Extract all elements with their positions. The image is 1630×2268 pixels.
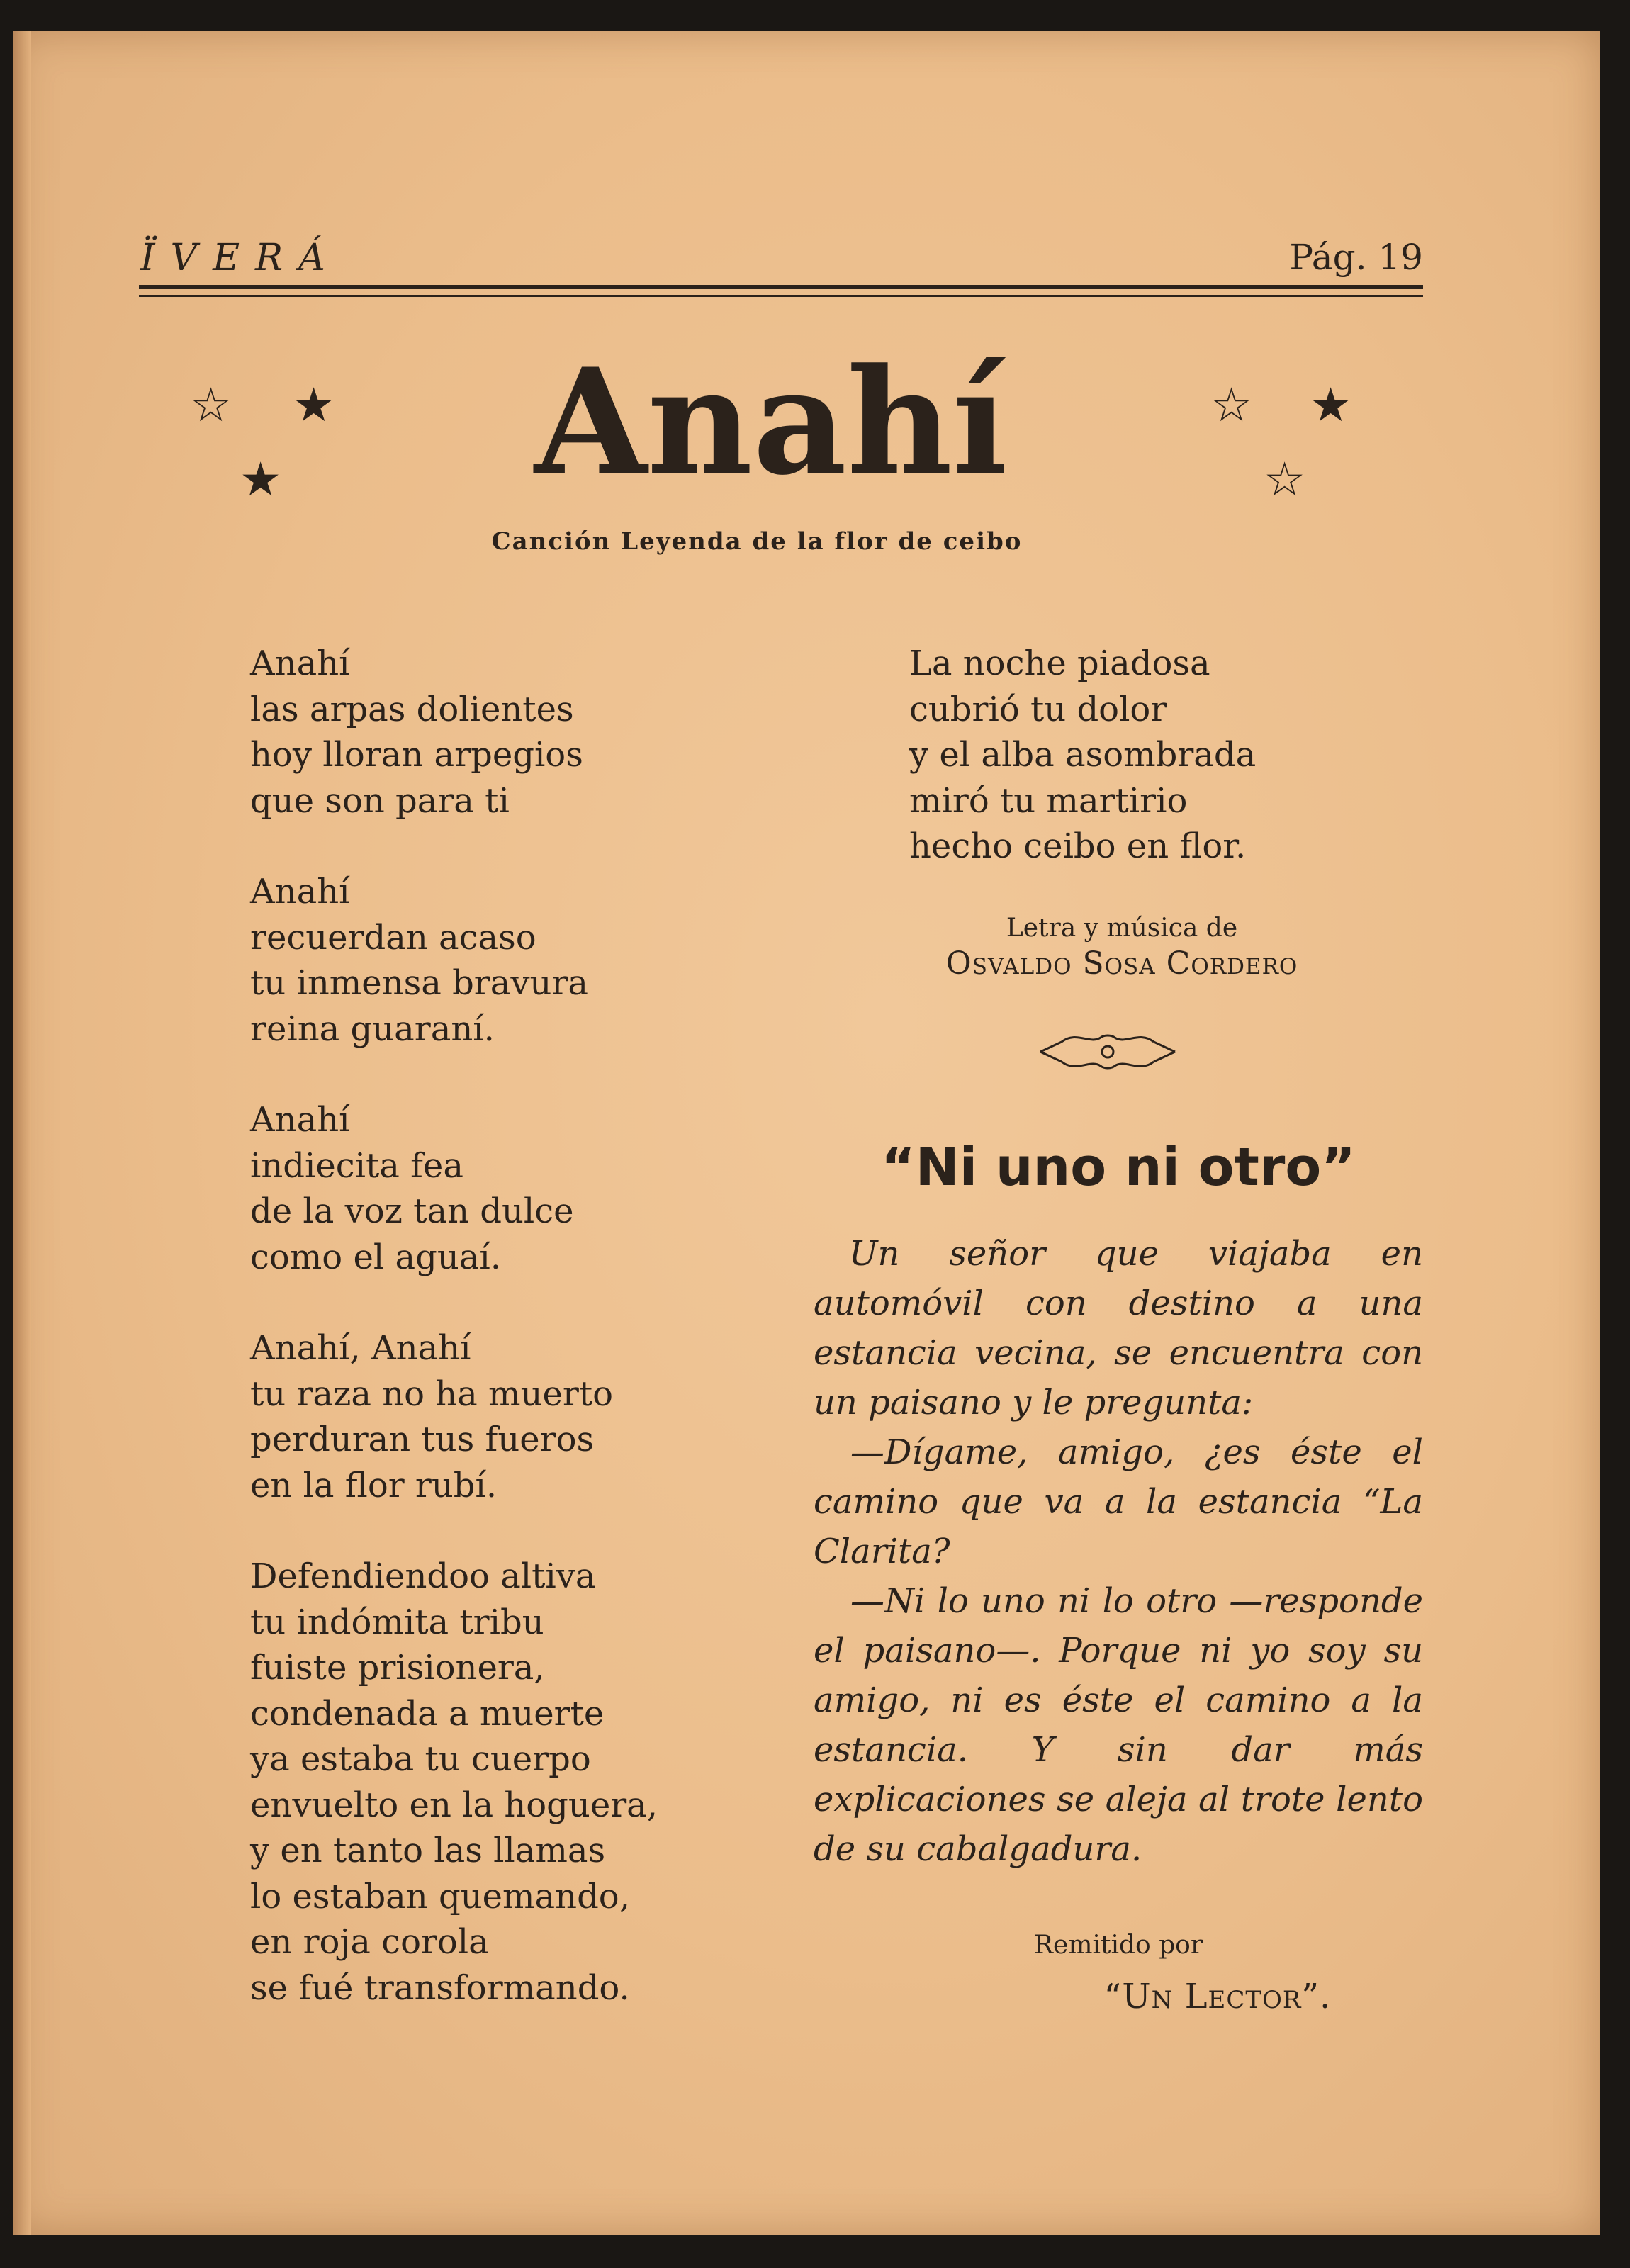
poem-line: como el aguaí. xyxy=(250,1237,501,1277)
poem-line: condenada a muerte xyxy=(250,1693,605,1734)
poem-line: lo estaban quemando, xyxy=(250,1876,630,1916)
poem-line: Anahí xyxy=(250,1100,350,1140)
poem-line: en roja corola xyxy=(250,1922,489,1962)
poem-right-stanza xyxy=(909,641,1405,870)
joke-signer: “Un Lector”. xyxy=(1103,1977,1332,2016)
credit-label: Letra y música de xyxy=(1006,914,1238,943)
header-rule-thin xyxy=(139,295,1423,297)
star-filled-icon: ★ xyxy=(240,452,282,507)
poem-line: indiecita fea xyxy=(250,1145,463,1186)
header-rule-thick xyxy=(139,285,1423,289)
star-filled-icon: ★ xyxy=(293,378,335,432)
poem-line: y el alba asombrada xyxy=(909,735,1257,775)
poem-line: Anahí xyxy=(250,872,350,911)
poem-line: y en tanto las llamas xyxy=(250,1831,606,1870)
stanza-5 xyxy=(250,1554,760,2011)
poem-left-column xyxy=(250,641,760,2056)
poem-line: que son para ti xyxy=(250,780,510,821)
subtitle: Canción Leyenda de la flor de ceibo xyxy=(491,527,1023,556)
poem-line: cubrió tu dolor xyxy=(909,689,1167,729)
poem-line: miró tu martirio xyxy=(909,780,1188,821)
poem-line: envuelto en la hoguera, xyxy=(250,1785,658,1825)
stanza-4 xyxy=(250,1325,760,1508)
star-filled-icon: ★ xyxy=(1310,378,1352,432)
magazine-name: ÏVERÁ xyxy=(140,237,341,279)
joke-body xyxy=(814,1229,1423,1874)
poem-line: Anahí xyxy=(250,644,350,683)
page-header xyxy=(140,201,1423,279)
poem-line: en la flor rubí. xyxy=(250,1465,498,1505)
joke-paragraph: —Dígame, amigo, ¿es éste el camino que va a la estancia “La Clarita? xyxy=(814,1432,1423,1571)
credit-author: Osvaldo Sosa Cordero xyxy=(945,945,1298,982)
star-outline-icon: ☆ xyxy=(1210,378,1253,432)
poem-line: Defendiendoo altiva xyxy=(250,1556,596,1596)
star-outline-icon: ☆ xyxy=(1264,452,1306,507)
ornament-icon xyxy=(1033,1023,1182,1080)
remitted-by-label: Remitido por xyxy=(1033,1931,1203,1960)
star-outline-icon: ☆ xyxy=(190,378,232,432)
joke-paragraph: Un señor que viajaba en automóvil con destino a una estancia vecina, se encuentra con un paisano y le pregunta: xyxy=(814,1234,1423,1422)
poem-line: tu indómita tribu xyxy=(250,1602,544,1642)
joke-paragraph: —Ni lo uno ni lo otro —responde el paisano—. Porque ni yo soy su amigo, ni es éste el camino a la estancia. Y sin dar más explicaciones se aleja al trote lento de su cabalgadura. xyxy=(814,1581,1423,1869)
poem-line: recuerdan acaso xyxy=(250,917,536,958)
poem-line: hecho ceibo en flor. xyxy=(909,826,1247,866)
poem-line: perduran tus fueros xyxy=(250,1420,595,1459)
poem-line: tu inmensa bravura xyxy=(250,963,588,1003)
stanza-1 xyxy=(250,641,760,824)
poem-line: se fué transformando. xyxy=(250,1967,630,2008)
magazine-page xyxy=(13,31,1600,2235)
page-number: Pág. 19 xyxy=(1289,237,1423,278)
poem-line: hoy lloran arpegios xyxy=(250,735,583,775)
poem-line: fuiste prisionera, xyxy=(250,1648,545,1688)
poem-line: Anahí, Anahí xyxy=(250,1328,471,1368)
joke-title: “Ni uno ni otro” xyxy=(881,1137,1356,1198)
poem-line: de la voz tan dulce xyxy=(250,1191,574,1231)
stanza-3 xyxy=(250,1097,760,1280)
poem-line: las arpas dolientes xyxy=(250,689,574,729)
stanza-2 xyxy=(250,869,760,1052)
poem-line: reina guaraní. xyxy=(250,1009,495,1049)
poem-line: La noche piadosa xyxy=(909,644,1210,683)
poem-line: ya estaba tu cuerpo xyxy=(250,1739,591,1779)
page-title: Anahí xyxy=(534,337,1008,507)
poem-line: tu raza no ha muerto xyxy=(250,1374,614,1414)
page-spine xyxy=(13,31,31,2235)
